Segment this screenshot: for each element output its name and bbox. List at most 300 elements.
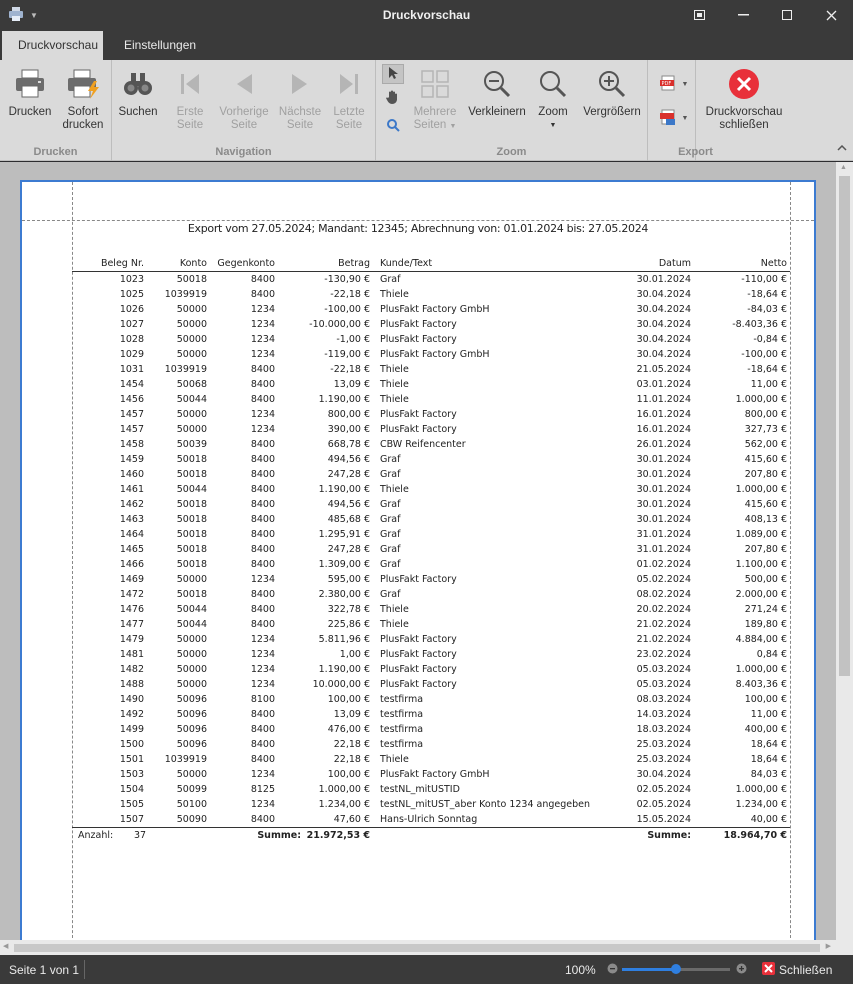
cell-kunde: PlusFakt Factory [380, 574, 457, 585]
cell-gegenkonto: 1234 [250, 349, 275, 360]
cell-beleg: 1469 [119, 574, 144, 585]
cell-gegenkonto: 1234 [250, 304, 275, 315]
cell-datum: 14.03.2024 [636, 709, 691, 720]
chevron-up-icon [837, 140, 847, 154]
table-row [72, 347, 790, 362]
cell-kunde: PlusFakt Factory [380, 679, 457, 690]
cell-beleg: 1472 [119, 589, 144, 600]
cell-betrag: 225,86 € [327, 619, 370, 630]
zoom-out-label: Verkleinern [468, 106, 526, 118]
cell-gegenkonto: 8400 [250, 619, 275, 630]
cell-konto: 50018 [176, 544, 207, 555]
cell-konto: 50000 [176, 349, 207, 360]
cell-netto: 18,64 € [750, 739, 787, 750]
cell-netto: 408,13 € [744, 514, 787, 525]
cell-beleg: 1500 [119, 739, 144, 750]
close-window-button[interactable] [809, 0, 853, 30]
cell-konto: 50000 [176, 409, 207, 420]
quick-print-button[interactable] [58, 66, 108, 132]
table-row [72, 812, 790, 827]
zoom-out-button[interactable] [468, 66, 526, 119]
hand-tool-button[interactable] [382, 88, 404, 108]
cell-netto: 11,00 € [750, 709, 787, 720]
binoculars-icon [122, 71, 154, 101]
header-datum: Datum [658, 258, 691, 269]
cell-betrag: 100,00 € [327, 694, 370, 705]
cell-betrag: 100,00 € [327, 769, 370, 780]
sum-label-betrag: Summe: [257, 830, 301, 841]
cell-gegenkonto: 8400 [250, 604, 275, 615]
group-label-zoom: Zoom [496, 146, 527, 158]
cell-gegenkonto: 8400 [250, 499, 275, 510]
cell-gegenkonto: 8400 [250, 379, 275, 390]
table-footer [72, 827, 790, 842]
cell-gegenkonto: 1234 [250, 664, 275, 675]
cell-betrag: 1.190,00 € [318, 394, 370, 405]
scroll-left-icon[interactable]: ◀ [3, 943, 9, 950]
cell-konto: 50018 [176, 499, 207, 510]
cell-betrag: 5.811,96 € [318, 634, 370, 645]
table-row [72, 467, 790, 482]
print-button-label: Drucken [8, 106, 52, 118]
cell-betrag: 10.000,00 € [312, 679, 370, 690]
last-page-label-2: Seite [335, 119, 363, 131]
table-row [72, 437, 790, 452]
cell-beleg: 1466 [119, 559, 144, 570]
table-row [72, 707, 790, 722]
group-navigation [112, 60, 376, 161]
cell-konto: 50000 [176, 769, 207, 780]
cell-datum: 21.05.2024 [636, 364, 691, 375]
cell-kunde: Graf [380, 274, 401, 285]
cell-konto: 50018 [176, 529, 207, 540]
cell-datum: 30.01.2024 [636, 469, 691, 480]
multiple-pages-button[interactable] [412, 66, 458, 133]
send-pdf-button[interactable] [654, 108, 694, 128]
cell-beleg: 1026 [119, 304, 144, 315]
table-row [72, 287, 790, 302]
cell-netto: 800,00 € [744, 409, 787, 420]
scroll-right-icon[interactable]: ▶ [825, 943, 831, 950]
printer-icon [14, 69, 46, 103]
cell-gegenkonto: 1234 [250, 574, 275, 585]
cell-konto: 1039919 [164, 289, 207, 300]
cell-beleg: 1464 [119, 529, 144, 540]
cell-betrag: 1.309,00 € [318, 559, 370, 570]
cell-netto: 562,00 € [744, 439, 787, 450]
svg-text:PDF: PDF [661, 80, 671, 87]
cell-netto: 271,24 € [744, 604, 787, 615]
cell-gegenkonto: 1234 [250, 424, 275, 435]
cell-betrag: 390,00 € [327, 424, 370, 435]
cell-betrag: 595,00 € [327, 574, 370, 585]
cell-beleg: 1457 [119, 409, 144, 420]
table-row [72, 572, 790, 587]
print-button[interactable] [6, 66, 54, 119]
cell-konto: 50099 [176, 784, 207, 795]
vertical-scroll-thumb[interactable] [839, 176, 850, 676]
cell-beleg: 1454 [119, 379, 144, 390]
cell-netto: 1.000,00 € [735, 664, 787, 675]
group-zoom [376, 60, 648, 161]
cell-konto: 50018 [176, 589, 207, 600]
cell-kunde: Thiele [380, 364, 409, 375]
next-page-button[interactable] [276, 66, 324, 132]
group-label-print: Drucken [33, 146, 78, 158]
cell-beleg: 1504 [119, 784, 144, 795]
cell-konto: 50044 [176, 604, 207, 615]
cell-gegenkonto: 1234 [250, 679, 275, 690]
zoom-plus-icon[interactable] [736, 963, 747, 977]
cell-beleg: 1476 [119, 604, 144, 615]
cell-beleg: 1023 [119, 274, 144, 285]
minimize-button[interactable] [721, 0, 765, 30]
status-separator [84, 960, 85, 979]
cell-beleg: 1492 [119, 709, 144, 720]
cell-netto: 189,80 € [744, 619, 787, 630]
table-row [72, 617, 790, 632]
cell-gegenkonto: 8400 [250, 589, 275, 600]
header-konto: Konto [179, 258, 207, 269]
cell-betrag: 494,56 € [327, 454, 370, 465]
table-row [72, 737, 790, 752]
cell-beleg: 1479 [119, 634, 144, 645]
hand-icon [385, 89, 401, 108]
close-circle-icon [728, 68, 760, 104]
cell-konto: 50090 [176, 814, 207, 825]
preview-area[interactable] [0, 162, 853, 940]
cell-gegenkonto: 8400 [250, 454, 275, 465]
cell-beleg: 1457 [119, 424, 144, 435]
table-row [72, 407, 790, 422]
ribbon-tabs [0, 30, 853, 60]
table-row [72, 317, 790, 332]
zoom-slider-fill [622, 968, 676, 971]
dropdown-arrow-icon: ▼ [449, 123, 457, 130]
close-preview-label-1: Druckvorschau [705, 106, 783, 118]
cell-kunde: Graf [380, 454, 401, 465]
previous-page-label-1: Vorherige [219, 106, 269, 118]
previous-page-label-2: Seite [230, 119, 258, 131]
cell-kunde: Thiele [380, 394, 409, 405]
cell-datum: 30.01.2024 [636, 454, 691, 465]
scroll-up-icon[interactable]: ▲ [840, 164, 847, 171]
vertical-scrollbar[interactable] [836, 162, 853, 940]
zoom-icon [539, 70, 567, 102]
table-row [72, 632, 790, 647]
zoom-in-icon [598, 70, 626, 102]
cell-datum: 05.03.2024 [636, 664, 691, 675]
pointer-tool-button[interactable] [382, 64, 404, 84]
cell-betrag: -119,00 € [324, 349, 370, 360]
table-body [72, 272, 790, 827]
cell-konto: 50096 [176, 709, 207, 720]
cell-datum: 30.04.2024 [636, 769, 691, 780]
cell-betrag: 22,18 € [333, 739, 370, 750]
report-title: Export vom 27.05.2024; Mandant: 12345; Abrechnung von: 01.01.2024 bis: 27.05.2024 [187, 222, 649, 235]
table-row [72, 452, 790, 467]
table-row [72, 482, 790, 497]
table-row [72, 362, 790, 377]
cell-gegenkonto: 8400 [250, 814, 275, 825]
cell-gegenkonto: 1234 [250, 769, 275, 780]
cell-konto: 50068 [176, 379, 207, 390]
quick-print-icon [66, 69, 100, 103]
cell-beleg: 1463 [119, 514, 144, 525]
cell-kunde: Thiele [380, 619, 409, 630]
table-header [72, 256, 790, 272]
cell-gegenkonto: 1234 [250, 409, 275, 420]
cell-betrag: 1.190,00 € [318, 664, 370, 675]
cell-gegenkonto: 8400 [250, 469, 275, 480]
cell-konto: 50018 [176, 454, 207, 465]
last-page-label-1: Letzte [333, 106, 365, 118]
report-table [72, 256, 790, 842]
cell-konto: 50018 [176, 514, 207, 525]
group-close [696, 60, 790, 161]
cell-konto: 50000 [176, 634, 207, 645]
cell-kunde: Thiele [380, 484, 409, 495]
cell-datum: 15.05.2024 [636, 814, 691, 825]
header-netto: Netto [760, 258, 787, 269]
cell-datum: 21.02.2024 [636, 634, 691, 645]
first-page-button[interactable] [170, 66, 210, 132]
cell-beleg: 1461 [119, 484, 144, 495]
header-gegenkonto: Gegenkonto [217, 258, 275, 269]
cell-datum: 23.02.2024 [636, 649, 691, 660]
cell-netto: 11,00 € [750, 379, 787, 390]
cell-kunde: Graf [380, 559, 401, 570]
cell-datum: 25.03.2024 [636, 754, 691, 765]
maximize-button[interactable] [765, 0, 809, 30]
table-row [72, 422, 790, 437]
cell-konto: 1039919 [164, 754, 207, 765]
zoom-in-button[interactable] [580, 66, 644, 119]
cell-betrag: 22,18 € [333, 754, 370, 765]
cell-datum: 30.04.2024 [636, 349, 691, 360]
cell-gegenkonto: 8100 [250, 694, 275, 705]
cell-betrag: 247,28 € [327, 469, 370, 480]
cell-betrag: 1,00 € [339, 649, 370, 660]
cell-konto: 50018 [176, 469, 207, 480]
cell-konto: 50000 [176, 304, 207, 315]
search-button[interactable] [118, 66, 158, 119]
collapse-ribbon-button[interactable] [837, 140, 847, 154]
status-close-button[interactable] [762, 962, 832, 978]
restore-layout-button[interactable] [677, 0, 721, 30]
qat-dropdown-icon[interactable]: ▼ [30, 11, 38, 20]
horizontal-scroll-thumb[interactable] [14, 944, 820, 952]
zoom-minus-icon[interactable] [607, 963, 618, 977]
horizontal-scrollbar[interactable] [0, 940, 853, 955]
multiple-pages-label-1: Mehrere [413, 106, 457, 118]
header-beleg: Beleg Nr. [100, 258, 144, 269]
zoom-slider-knob[interactable] [671, 964, 681, 974]
cell-gegenkonto: 8400 [250, 709, 275, 720]
cell-netto: -100,00 € [741, 349, 787, 360]
dropdown-arrow-icon: ▼ [549, 122, 557, 129]
cell-datum: 08.02.2024 [636, 589, 691, 600]
cell-kunde: PlusFakt Factory [380, 334, 457, 345]
cell-betrag: 13,09 € [333, 379, 370, 390]
cell-kunde: testfirma [380, 739, 424, 750]
cell-gegenkonto: 8400 [250, 754, 275, 765]
multiple-pages-label-2: Seiten [413, 119, 447, 131]
cell-datum: 02.05.2024 [636, 799, 691, 810]
table-row [72, 692, 790, 707]
cell-kunde: testNL_mitUSTID [380, 784, 460, 795]
window-title: Druckvorschau [382, 8, 471, 22]
table-row [72, 272, 790, 287]
tab-druckvorschau[interactable]: Druckvorschau [2, 31, 103, 60]
cell-beleg: 1477 [119, 619, 144, 630]
cursor-icon [387, 66, 399, 83]
cell-betrag: 668,78 € [327, 439, 370, 450]
cell-netto: -110,00 € [741, 274, 787, 285]
cell-betrag: -22,18 € [330, 289, 370, 300]
cell-betrag: 13,09 € [333, 709, 370, 720]
cell-gegenkonto: 8400 [250, 544, 275, 555]
cell-gegenkonto: 1234 [250, 634, 275, 645]
cell-kunde: PlusFakt Factory [380, 664, 457, 675]
table-row [72, 677, 790, 692]
close-preview-label-2: schließen [719, 119, 769, 131]
cell-netto: 84,03 € [750, 769, 787, 780]
first-page-icon [178, 73, 202, 99]
cell-konto: 50000 [176, 664, 207, 675]
cell-datum: 05.03.2024 [636, 679, 691, 690]
cell-kunde: testfirma [380, 724, 424, 735]
cell-gegenkonto: 1234 [250, 334, 275, 345]
cell-kunde: testfirma [380, 709, 424, 720]
table-row [72, 647, 790, 662]
group-print [0, 60, 112, 161]
cell-datum: 30.04.2024 [636, 289, 691, 300]
zoom-slider[interactable] [622, 968, 730, 971]
next-page-label-1: Nächste [278, 106, 322, 118]
cell-konto: 50000 [176, 334, 207, 345]
cell-netto: 415,60 € [744, 499, 787, 510]
cell-kunde: PlusFakt Factory [380, 319, 457, 330]
cell-gegenkonto: 8400 [250, 529, 275, 540]
cell-betrag: -100,00 € [324, 304, 370, 315]
cell-beleg: 1025 [119, 289, 144, 300]
cell-datum: 02.05.2024 [636, 784, 691, 795]
cell-gegenkonto: 8400 [250, 724, 275, 735]
cell-betrag: 322,78 € [327, 604, 370, 615]
cell-netto: 8.403,36 € [735, 679, 787, 690]
magnifier-tool-button[interactable] [382, 116, 404, 136]
cell-datum: 25.03.2024 [636, 739, 691, 750]
cell-konto: 50000 [176, 679, 207, 690]
cell-konto: 50100 [176, 799, 207, 810]
cell-netto: -8.403,36 € [732, 319, 787, 330]
cell-datum: 01.02.2024 [636, 559, 691, 570]
cell-konto: 1039919 [164, 364, 207, 375]
table-row [72, 512, 790, 527]
margin-guide-top [22, 220, 814, 221]
cell-gegenkonto: 1234 [250, 799, 275, 810]
last-page-button[interactable] [328, 66, 370, 132]
cell-kunde: Hans-Ulrich Sonntag [380, 814, 478, 825]
cell-konto: 50018 [176, 274, 207, 285]
dropdown-arrow-icon: ▼ [681, 80, 689, 88]
cell-datum: 30.01.2024 [636, 514, 691, 525]
cell-beleg: 1028 [119, 334, 144, 345]
zoom-dropdown-button[interactable] [534, 66, 572, 132]
cell-netto: 207,80 € [744, 469, 787, 480]
cell-datum: 20.02.2024 [636, 604, 691, 615]
tab-einstellungen[interactable]: Einstellungen [124, 38, 197, 52]
cell-beleg: 1482 [119, 664, 144, 675]
table-row [72, 782, 790, 797]
cell-konto: 50000 [176, 424, 207, 435]
cell-beleg: 1481 [119, 649, 144, 660]
cell-beleg: 1458 [119, 439, 144, 450]
cell-kunde: PlusFakt Factory GmbH [380, 304, 490, 315]
cell-datum: 21.02.2024 [636, 619, 691, 630]
first-page-label-2: Seite [176, 119, 204, 131]
cell-konto: 50000 [176, 574, 207, 585]
cell-kunde: PlusFakt Factory [380, 424, 457, 435]
cell-beleg: 1459 [119, 454, 144, 465]
next-page-label-2: Seite [286, 119, 314, 131]
sum-label-netto: Summe: [647, 830, 691, 841]
cell-netto: 327,73 € [744, 424, 787, 435]
table-row [72, 722, 790, 737]
pdf-icon [660, 75, 676, 94]
cell-betrag: 2.380,00 € [318, 589, 370, 600]
cell-kunde: Graf [380, 499, 401, 510]
cell-beleg: 1503 [119, 769, 144, 780]
zoom-out-icon [483, 70, 511, 102]
multiple-pages-icon [421, 70, 449, 102]
cell-netto: 400,00 € [744, 724, 787, 735]
cell-datum: 08.03.2024 [636, 694, 691, 705]
cell-gegenkonto: 8125 [250, 784, 275, 795]
cell-datum: 16.01.2024 [636, 409, 691, 420]
cell-konto: 50018 [176, 559, 207, 570]
search-label: Suchen [118, 106, 158, 118]
cell-datum: 31.01.2024 [636, 529, 691, 540]
last-page-icon [337, 73, 361, 99]
first-page-label-1: Erste [176, 106, 204, 118]
zoom-in-label: Vergrößern [583, 106, 641, 118]
cell-beleg: 1456 [119, 394, 144, 405]
zoom-percentage: 100% [565, 963, 596, 977]
table-row [72, 542, 790, 557]
cell-kunde: Graf [380, 514, 401, 525]
cell-kunde: Graf [380, 529, 401, 540]
group-export [648, 60, 713, 161]
cell-konto: 50044 [176, 394, 207, 405]
cell-beleg: 1499 [119, 724, 144, 735]
cell-netto: 1.089,00 € [735, 529, 787, 540]
cell-beleg: 1029 [119, 349, 144, 360]
cell-betrag: 485,68 € [327, 514, 370, 525]
previous-page-button[interactable] [216, 66, 272, 132]
cell-datum: 05.02.2024 [636, 574, 691, 585]
cell-konto: 50044 [176, 619, 207, 630]
cell-datum: 16.01.2024 [636, 424, 691, 435]
table-row [72, 302, 790, 317]
cell-gegenkonto: 8400 [250, 274, 275, 285]
cell-gegenkonto: 1234 [250, 319, 275, 330]
export-pdf-button[interactable] [654, 74, 694, 94]
cell-gegenkonto: 8400 [250, 484, 275, 495]
margin-guide-right [790, 182, 791, 940]
close-preview-button[interactable] [702, 66, 786, 132]
